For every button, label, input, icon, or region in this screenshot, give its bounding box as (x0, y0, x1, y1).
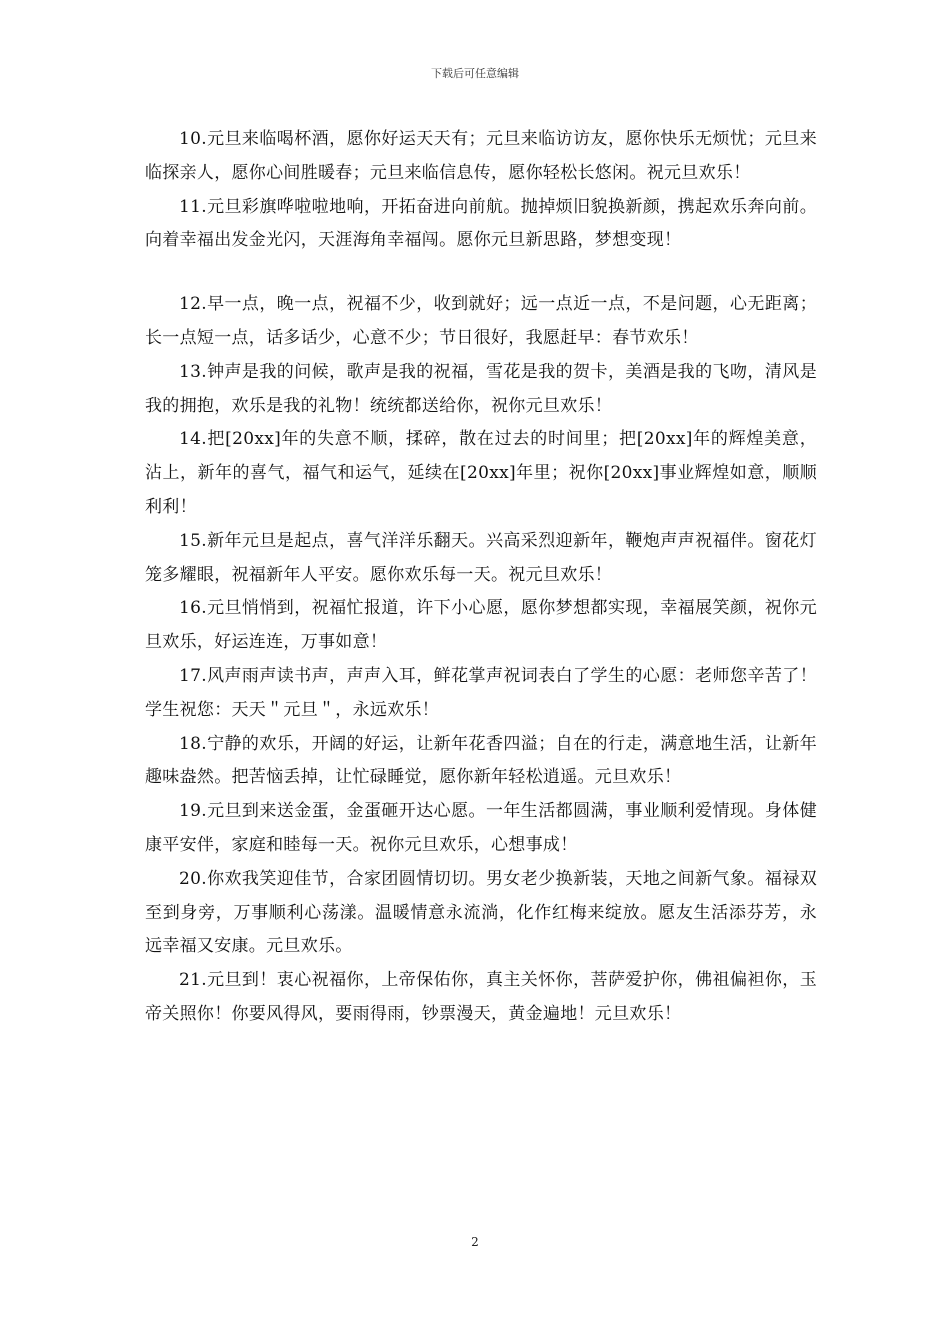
paragraph-17: 17.风声雨声读书声，声声入耳，鲜花掌声祝词表白了学生的心愿：老师您辛苦了！学生祝您：天天＂元旦＂，永远欢乐！ (145, 665, 817, 720)
paragraph-12: 12.早一点，晚一点，祝福不少，收到就好；远一点近一点，不是问题，心无距离；长一点短一点，话多话少，心意不少；节日很好，我愿赶早：春节欢乐！ (145, 294, 817, 348)
paragraph-10: 10.元旦来临喝杯酒，愿你好运天天有；元旦来临访访友，愿你快乐无烦忧；元旦来临探亲人，愿你心间胜暖春；元旦来临信息传，愿你轻松长悠闲。祝元旦欢乐！ (145, 129, 817, 183)
paragraph-14: 14.把[20xx]年的失意不顺，揉碎，散在过去的时间里；把[20xx]年的辉煌美意，沾上，新年的喜气，福气和运气，延续在[20xx]年里；祝你[20xx]事业辉煌如意，顺顺利利！ (145, 429, 817, 517)
paragraph-19: 19.元旦到来送金蛋，金蛋砸开达心愿。一年生活都圆满，事业顺利爱情现。身体健康平安伴，家庭和睦每一天。祝你元旦欢乐，心想事成！ (145, 801, 817, 855)
paragraph-21: 21.元旦到！衷心祝福你，上帝保佑你，真主关怀你，菩萨爱护你，佛祖偏袒你，玉帝关照你！你要风得风，要雨得雨，钞票漫天，黄金遍地！元旦欢乐！ (145, 970, 817, 1024)
page-number: 2 (471, 1235, 479, 1249)
document-body (145, 123, 817, 1032)
paragraph-13: 13.钟声是我的问候，歌声是我的祝福，雪花是我的贺卡，美酒是我的飞吻，清风是我的拥抱，欢乐是我的礼物！统统都送给你，祝你元旦欢乐！ (145, 361, 817, 416)
paragraph-15: 15.新年元旦是起点，喜气洋洋乐翻天。兴高采烈迎新年，鞭炮声声祝福伴。窗花灯笼多耀眼，祝福新年人平安。愿你欢乐每一天。祝元旦欢乐！ (145, 530, 817, 585)
paragraph-11: 11.元旦彩旗哗啦啦地响，开拓奋进向前航。抛掉烦旧貌换新颜，携起欢乐奔向前。向着幸福出发金光闪，天涯海角幸福闯。愿你元旦新思路，梦想变现！ (145, 196, 817, 251)
page-header-note: 下载后可任意编辑 (431, 67, 519, 80)
paragraph-18: 18.宁静的欢乐，开阔的好运，让新年花香四溢；自在的行走，满意地生活，让新年趣味盎然。把苦恼丢掉，让忙碌睡觉，愿你新年轻松逍遥。元旦欢乐！ (145, 733, 817, 788)
paragraph-16: 16.元旦悄悄到，祝福忙报道，许下小心愿，愿你梦想都实现，幸福展笑颜，祝你元旦欢乐，好运连连，万事如意！ (145, 598, 817, 653)
paragraph-20: 20.你欢我笑迎佳节，合家团圆情切切。男女老少换新装，天地之间新气象。福禄双至到身旁，万事顺利心荡漾。温暖情意永流淌，化作红梅来绽放。愿友生活添芬芳，永远幸福又安康。元旦欢乐。 (145, 868, 817, 957)
